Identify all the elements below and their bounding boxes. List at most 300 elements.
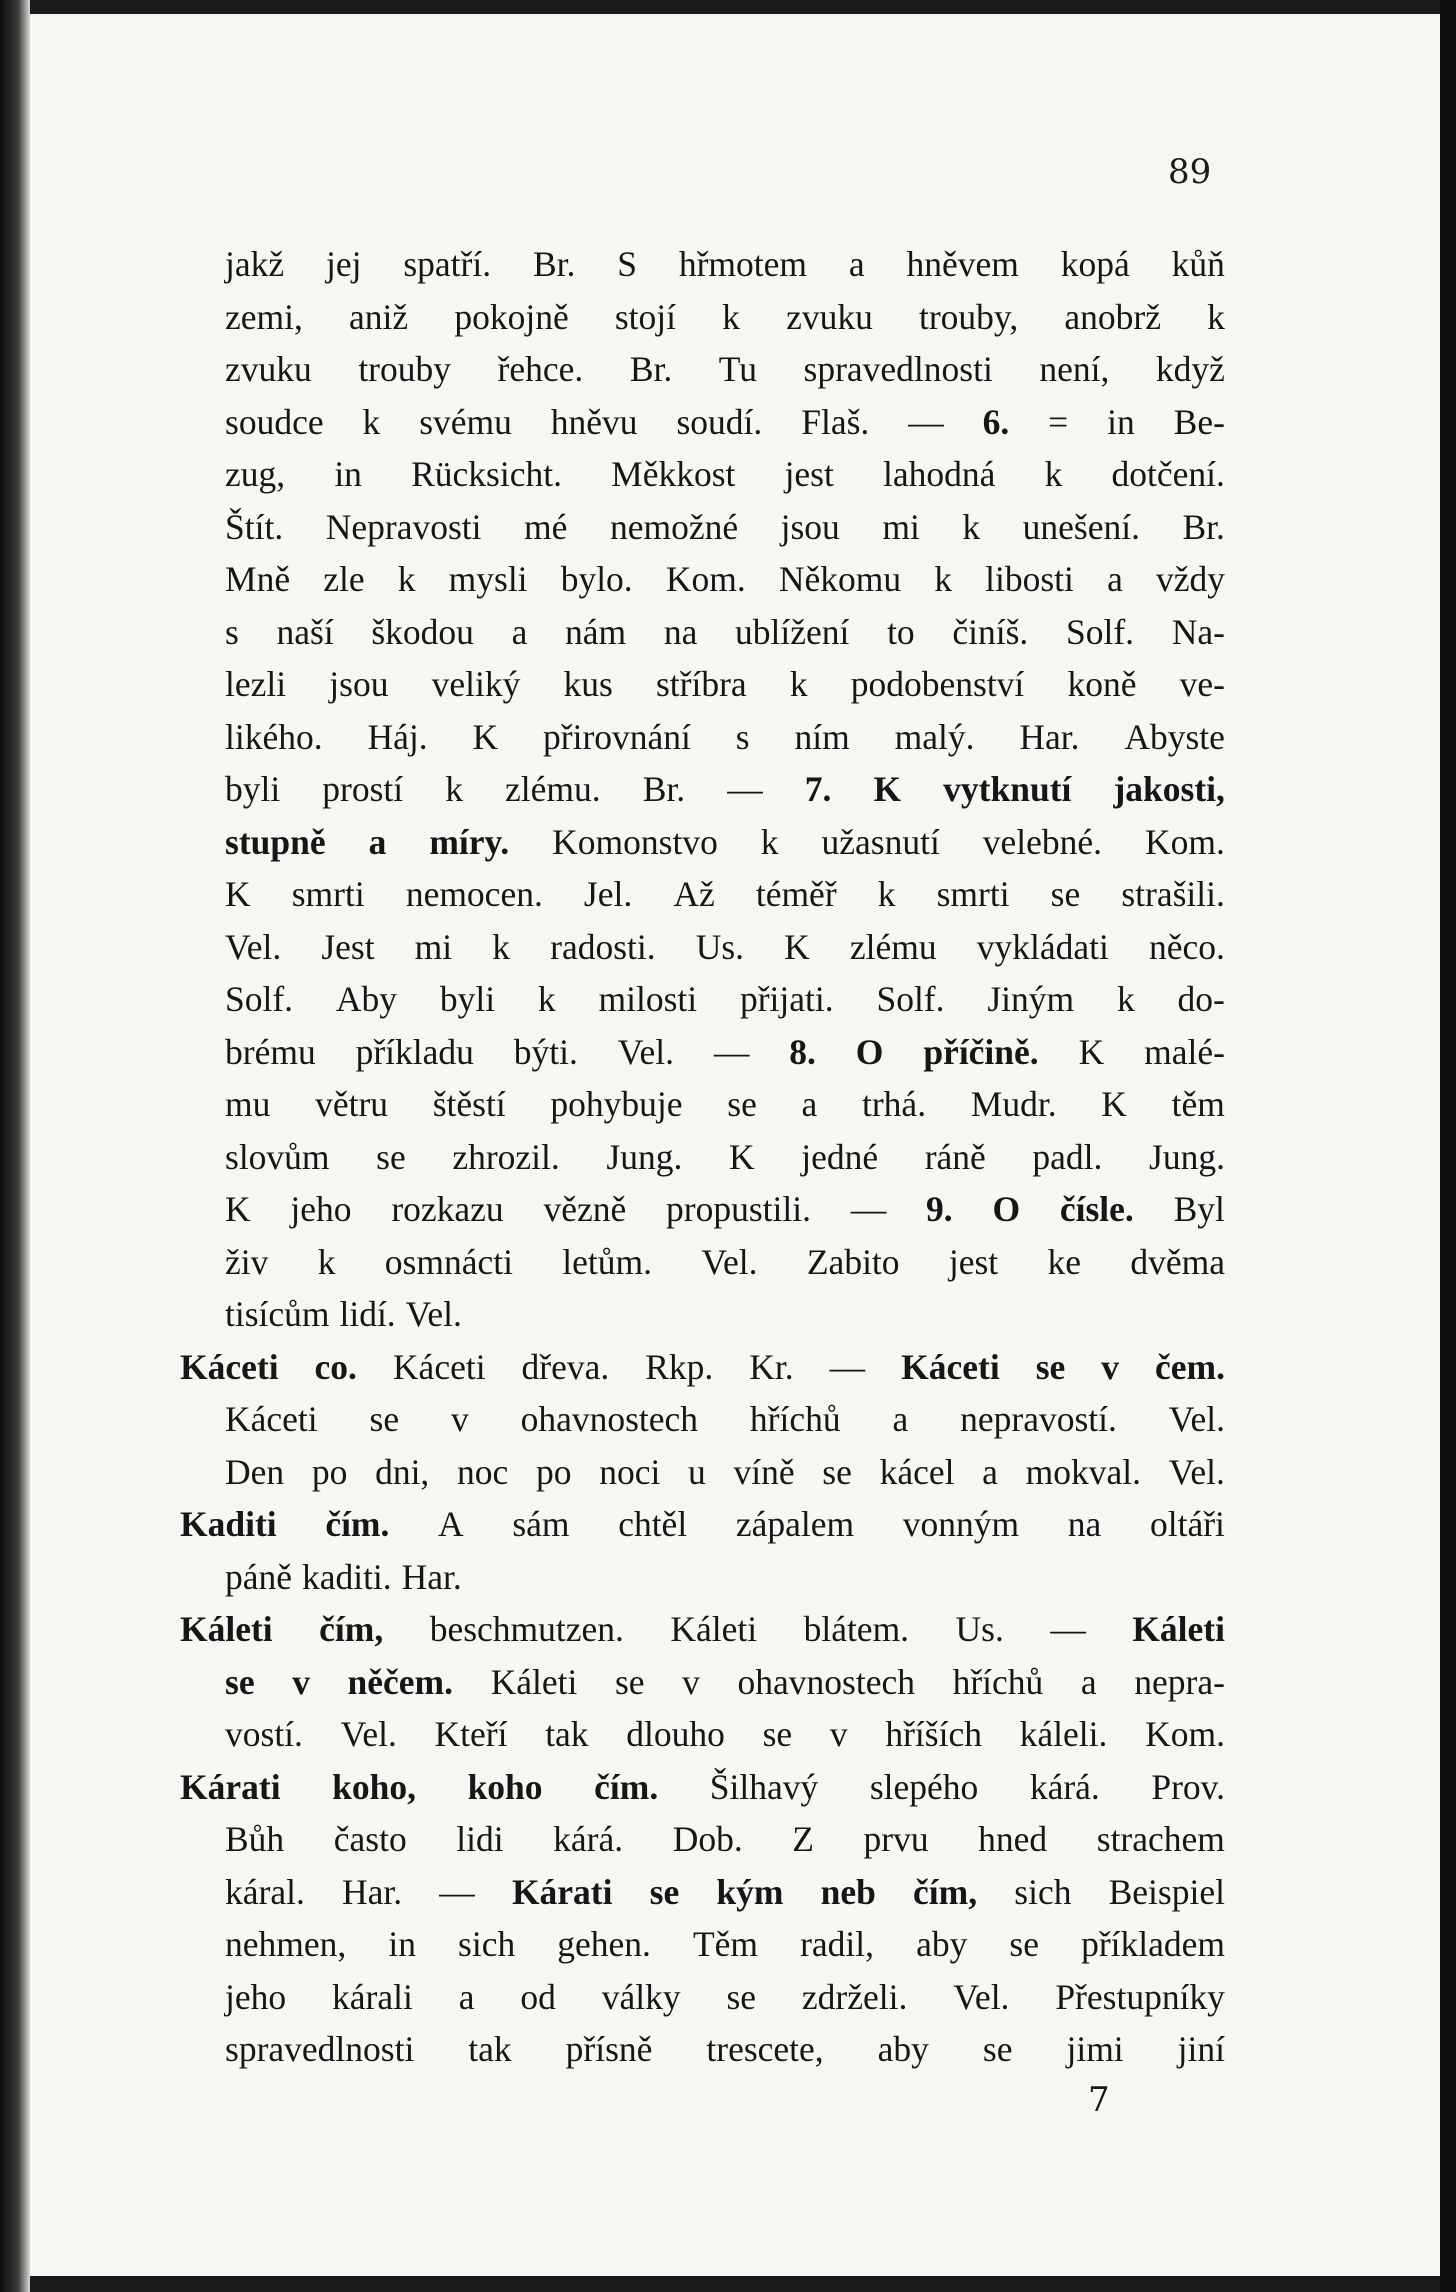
signature-mark: 7 (1088, 2080, 1110, 2120)
bold-word: Káceti (901, 1346, 1000, 1387)
word: Vel. (1168, 1451, 1225, 1492)
word: se (369, 1399, 400, 1439)
word: dvěma (1130, 1241, 1225, 1282)
word: in (388, 1924, 416, 1964)
word: něco. (1149, 926, 1225, 967)
word: — (713, 1031, 750, 1072)
word: po (311, 1451, 348, 1492)
word: Až (673, 874, 715, 914)
word: = (1048, 401, 1069, 442)
text-line (180, 711, 1225, 764)
word: Beispiel (1108, 1871, 1225, 1912)
word: beschmutzen. (429, 1609, 624, 1649)
word: lezli (225, 664, 287, 704)
word: Har. (401, 1556, 462, 1597)
word: Solf. (876, 979, 945, 1019)
word: činíš. (952, 611, 1029, 652)
word: Vel. (340, 1714, 397, 1754)
word: mé (524, 506, 568, 547)
bold-word: čím. (594, 1766, 659, 1807)
word: mysli (448, 559, 528, 599)
bold-word: 7. (804, 769, 832, 809)
word: k (760, 821, 779, 862)
word: mi (414, 926, 453, 967)
bold-word: koho, (332, 1766, 416, 1807)
word: po (535, 1451, 572, 1492)
word: Kom. (665, 559, 746, 599)
word: páně (225, 1556, 293, 1597)
word: užasnutí (821, 821, 940, 862)
word: Prov. (1151, 1766, 1225, 1807)
word: strachem (1096, 1819, 1225, 1859)
word: svému (419, 401, 512, 442)
word: se (614, 1661, 645, 1702)
word: Mudr. (970, 1084, 1057, 1124)
bold-word: Kárati (180, 1766, 281, 1807)
word: radosti. (550, 926, 656, 967)
word: hněvu (550, 401, 638, 442)
word: — (1050, 1609, 1086, 1649)
word: Káceti (392, 1346, 486, 1387)
word: K (225, 874, 251, 914)
word: se (762, 1714, 793, 1754)
bold-word: čem. (1154, 1346, 1225, 1387)
bold-word: jakosti, (1113, 769, 1225, 809)
text-line (180, 1761, 1225, 1814)
word: rozkazu (391, 1189, 504, 1229)
word: — (850, 1189, 887, 1229)
word: téměř (755, 874, 837, 914)
word: Někomu (778, 559, 902, 599)
word: k (962, 506, 981, 547)
word: slepého (869, 1766, 979, 1807)
text-line (180, 1236, 1225, 1289)
word: hřmotem (678, 244, 808, 284)
word: kárá. (553, 1819, 624, 1859)
bold-word: v (292, 1661, 310, 1702)
word: jakž (225, 244, 285, 284)
word: jiní (1177, 2029, 1225, 2069)
text-line (180, 501, 1225, 554)
word: se (376, 1136, 406, 1177)
word: Har. (1019, 716, 1080, 757)
word: blátem. (803, 1609, 910, 1649)
word: jest (784, 454, 834, 494)
word: dotčení. (1111, 454, 1225, 494)
word: jeho (290, 1189, 352, 1229)
word: Vel. (701, 1241, 758, 1282)
word: Br. (532, 244, 576, 284)
word: osmnácti (384, 1241, 513, 1282)
text-line (180, 448, 1225, 501)
word: strašili. (1121, 874, 1225, 914)
word: milosti (598, 979, 698, 1019)
word: Zabito (806, 1241, 900, 1282)
word: mu (225, 1084, 271, 1124)
word: vykládati (976, 926, 1109, 967)
word: se (727, 1084, 757, 1124)
word: kus (563, 664, 613, 704)
word: Har. (341, 1871, 403, 1912)
word: hněvem (906, 244, 1019, 284)
word: in (1107, 401, 1135, 442)
word: do- (1177, 979, 1225, 1019)
word: brému (225, 1031, 316, 1072)
word: kácel (879, 1451, 955, 1492)
word: malý. (894, 716, 975, 757)
word: libosti (985, 559, 1074, 599)
word: Přestupníky (1055, 1976, 1225, 2017)
word: se (1009, 1924, 1039, 1964)
word: Jel. (583, 874, 633, 914)
word: řehce. (497, 349, 584, 389)
word: jsou (780, 506, 840, 547)
text-line (180, 1551, 1225, 1604)
word: mokval. (1025, 1451, 1141, 1492)
page-left-shadow (0, 0, 30, 2292)
word: K (472, 716, 499, 757)
word: na (663, 611, 698, 652)
word: — (908, 401, 944, 442)
word: nepra- (1134, 1661, 1225, 1702)
word: in (334, 454, 362, 494)
word: aby (877, 2029, 929, 2069)
word: ohavnostech (737, 1661, 915, 1702)
word: zdrželi. (801, 1976, 908, 2017)
word: byli (225, 769, 281, 809)
word: Rkp. (645, 1346, 714, 1387)
word: chtěl (618, 1504, 688, 1544)
word: hned (978, 1819, 1048, 1859)
word: sich (1014, 1871, 1072, 1912)
page-right-shadow (1440, 0, 1456, 2292)
word: jej (326, 244, 362, 284)
text-line (180, 238, 1225, 291)
bold-word: 8. (789, 1031, 816, 1072)
word: unešení. (1022, 506, 1140, 547)
word: Mně (225, 559, 291, 599)
bold-word: Káleti (1132, 1609, 1225, 1649)
word: Kom. (1145, 1714, 1225, 1754)
bold-word: čím, (913, 1871, 978, 1912)
word: Těm (692, 1924, 759, 1964)
word: Kteří (434, 1714, 508, 1754)
text-line (180, 1341, 1225, 1394)
word: jest (948, 1241, 999, 1282)
word: Vel. (405, 1294, 462, 1334)
word: soudí. (676, 401, 763, 442)
word: radil, (800, 1924, 875, 1964)
word: nám (565, 611, 627, 652)
word: propustili. (666, 1189, 811, 1229)
word: k (934, 559, 952, 599)
word: Káleti (490, 1661, 578, 1702)
word: se (1050, 874, 1081, 914)
word: a (511, 611, 528, 652)
word: ublížení (735, 611, 850, 652)
word: aby (916, 1924, 968, 1964)
bold-word: Kaditi (180, 1504, 277, 1544)
word: tak (468, 2029, 512, 2069)
text-line (180, 763, 1225, 816)
word: K (728, 1136, 755, 1177)
bold-word: neb (820, 1871, 876, 1912)
text-line (180, 868, 1225, 921)
word: hříchů (749, 1399, 841, 1439)
word: Den (225, 1451, 285, 1492)
text-line (180, 1603, 1225, 1656)
bold-word: stupně (225, 821, 326, 862)
word: Abyste (1124, 716, 1225, 757)
bold-word: vytknutí (943, 769, 1072, 809)
word: prostí (322, 769, 404, 809)
word: zemi, (225, 296, 303, 337)
word: zhrozil. (452, 1136, 560, 1177)
word: jedné (801, 1136, 879, 1177)
word: zvuku (786, 296, 873, 337)
word: Solf. (225, 979, 294, 1019)
bold-word: čísle. (1059, 1189, 1134, 1229)
word: k (445, 769, 463, 809)
text-line (180, 816, 1225, 869)
word: Tu (718, 349, 757, 389)
word: vostí. (225, 1714, 303, 1754)
word: Háj. (367, 716, 428, 757)
word: hříchů (952, 1661, 1044, 1702)
word: sám (512, 1504, 570, 1544)
word: to (887, 611, 915, 652)
word: a (982, 1451, 998, 1492)
word: zlému (849, 926, 937, 967)
word: malé- (1144, 1031, 1225, 1072)
text-line (180, 1813, 1225, 1866)
word: k (1044, 454, 1063, 494)
text-line (180, 1708, 1225, 1761)
bold-word: O (992, 1189, 1021, 1229)
text-line (180, 1971, 1225, 2024)
word: Us. (695, 926, 745, 967)
dictionary-text-block (180, 238, 1225, 2076)
word: a (848, 244, 865, 284)
word: stojí (614, 296, 677, 337)
word: Byl (1173, 1189, 1225, 1229)
text-line (180, 343, 1225, 396)
word: od (520, 1976, 556, 2017)
word: se (982, 2029, 1013, 2069)
text-line (180, 1918, 1225, 1971)
word: letům. (562, 1241, 653, 1282)
word: s (735, 716, 750, 757)
word: koně (1067, 664, 1137, 704)
text-line (180, 1183, 1225, 1236)
word: pohybuje (550, 1084, 683, 1124)
word: dlouho (626, 1714, 725, 1754)
word: spravedlnosti (803, 349, 993, 389)
word: K (225, 1189, 251, 1229)
word: kůň (1171, 244, 1225, 284)
bold-word: něčem. (347, 1661, 454, 1702)
word: Šilhavý (709, 1766, 819, 1807)
text-line (180, 396, 1225, 449)
word: velebné. (982, 821, 1103, 862)
word: Na- (1171, 611, 1225, 652)
word: k (877, 874, 896, 914)
word: k (537, 979, 556, 1019)
word: k (1116, 979, 1135, 1019)
word: jimi (1066, 2029, 1124, 2069)
word: přirovnání (543, 716, 691, 757)
word: Solf. (1065, 611, 1135, 652)
word: přijati. (739, 979, 834, 1019)
word: lidí. (339, 1294, 396, 1334)
word: prvu (863, 1819, 929, 1859)
word: kárali (332, 1976, 413, 2017)
word: noci (599, 1451, 661, 1492)
word: Aby (335, 979, 398, 1019)
word: Br. (629, 349, 673, 389)
word: — (727, 769, 763, 809)
bold-word: Kárati (511, 1871, 613, 1912)
word: Vel. (1168, 1399, 1225, 1439)
word: K (784, 926, 810, 967)
word: není, (1039, 349, 1110, 389)
word: A (438, 1504, 464, 1544)
word: Kom. (1145, 821, 1225, 862)
word: Be- (1173, 401, 1225, 442)
word: tisícům (225, 1294, 330, 1334)
bold-word: koho (467, 1766, 543, 1807)
word: zle (323, 559, 365, 599)
word: a (1080, 1661, 1097, 1702)
word: se (822, 1451, 852, 1492)
word: ohavnostech (520, 1399, 699, 1439)
page-number: 89 (1168, 152, 1212, 192)
word: v (450, 1399, 469, 1439)
text-line (180, 553, 1225, 606)
word: k (362, 401, 381, 442)
bold-word: 9. (926, 1189, 953, 1229)
word: káral. (225, 1871, 305, 1912)
word: Jiným (987, 979, 1075, 1019)
bold-word: čím, (319, 1609, 384, 1649)
text-line (180, 1078, 1225, 1131)
word: Štít. (225, 506, 284, 547)
word: Br. (1182, 506, 1225, 547)
text-line (180, 658, 1225, 711)
word: smrti (936, 874, 1010, 914)
word: příkladu (355, 1031, 474, 1072)
word: zlému. (505, 769, 601, 809)
text-line (180, 291, 1225, 344)
word: nemožné (609, 506, 739, 547)
word: lidi (456, 1819, 504, 1859)
word: se (726, 1976, 757, 2017)
bold-word: Káceti (180, 1346, 279, 1387)
word: a (801, 1084, 818, 1124)
word: jsou (329, 664, 389, 704)
word: Káceti (225, 1399, 318, 1439)
word: Br. (642, 769, 686, 809)
word: Bůh (225, 1819, 285, 1859)
word: — (829, 1346, 866, 1387)
word: vždy (1155, 559, 1225, 599)
word: nehmen, (225, 1924, 347, 1964)
word: nemocen. (405, 874, 543, 914)
bold-word: se (649, 1871, 680, 1912)
word: války (601, 1976, 681, 2017)
word: trescete, (706, 2029, 824, 2069)
word: vonným (902, 1504, 1020, 1544)
word: zug, (225, 454, 286, 494)
text-line (180, 606, 1225, 659)
bold-word: míry. (429, 821, 510, 862)
word: dřeva. (521, 1346, 610, 1387)
word: u (688, 1451, 706, 1492)
word: pokojně (454, 296, 569, 337)
word: Jung. (606, 1136, 683, 1177)
word: K (1101, 1084, 1127, 1124)
word: oltáři (1149, 1504, 1225, 1544)
text-line (180, 1498, 1225, 1551)
word: kaditi. (301, 1556, 392, 1597)
word: kárá. (1029, 1766, 1100, 1807)
word: Z (792, 1819, 814, 1859)
word: Jung. (1149, 1136, 1225, 1177)
word: stříbra (655, 664, 747, 704)
word: mi (882, 506, 920, 547)
word: k (317, 1241, 336, 1282)
word: spatří. (403, 244, 492, 284)
text-line (180, 1656, 1225, 1709)
text-line (180, 1446, 1225, 1499)
word: těm (1171, 1084, 1225, 1124)
word: káleli. (1019, 1714, 1108, 1754)
word: slovům (225, 1136, 330, 1177)
word: likého. (225, 716, 323, 757)
word: ke (1047, 1241, 1082, 1282)
text-line (180, 1866, 1225, 1919)
word: nepravostí. (960, 1399, 1117, 1439)
word: spravedlnosti (225, 2029, 415, 2069)
word: Dob. (672, 1819, 743, 1859)
word: k (492, 926, 511, 967)
word: vězně (543, 1189, 627, 1229)
word: když (1155, 349, 1225, 389)
word: S (617, 244, 637, 284)
word: gehen. (557, 1924, 651, 1964)
text-line (180, 2023, 1225, 2076)
text-line (180, 973, 1225, 1026)
bold-word: čím. (325, 1504, 390, 1544)
word: jeho (225, 1976, 287, 2017)
word: a (458, 1976, 475, 2017)
bold-word: co. (314, 1346, 357, 1387)
word: naší (276, 611, 334, 652)
word: zápalem (735, 1504, 855, 1544)
text-line (180, 921, 1225, 974)
word: soudce (225, 401, 324, 442)
word: lahodná (883, 454, 996, 494)
word: a (892, 1399, 909, 1439)
word: Vel. (953, 1976, 1010, 2017)
word: hříších (885, 1714, 982, 1754)
word: v (829, 1714, 848, 1754)
bold-word: v (1101, 1346, 1119, 1387)
bold-word: 6. (982, 401, 1010, 442)
word: větru (315, 1084, 389, 1124)
word: ve- (1179, 664, 1225, 704)
bold-word: se (225, 1661, 255, 1702)
